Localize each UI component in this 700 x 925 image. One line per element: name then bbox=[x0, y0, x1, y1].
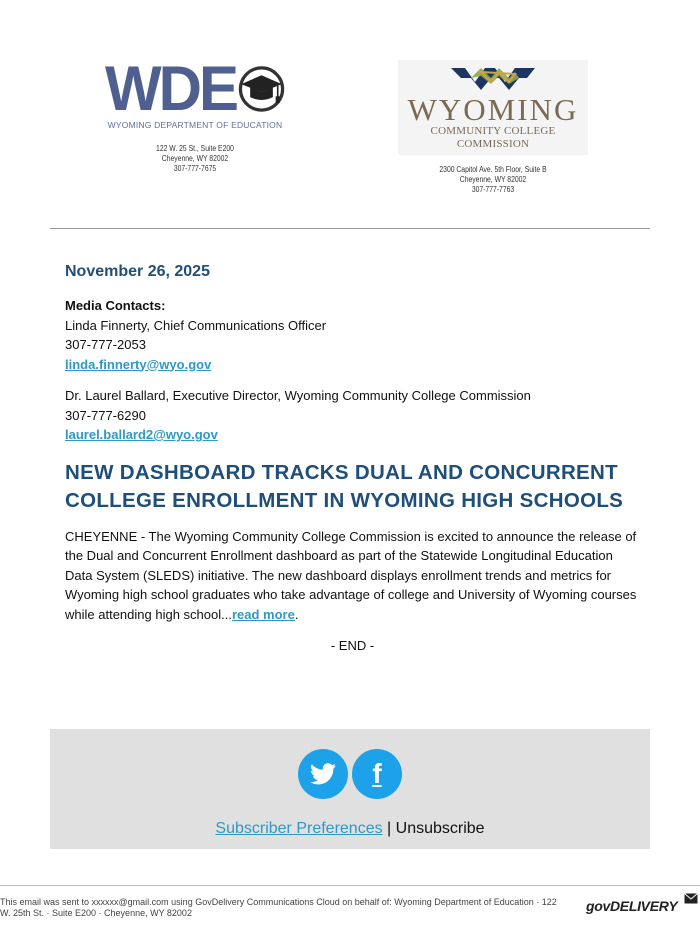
wde-logo-block bbox=[105, 53, 285, 174]
release-headline: NEW DASHBOARD TRACKS DUAL AND CONCURRENT COLLEGE ENROLLMENT IN WYOMING HIGH SCHOOLS bbox=[65, 460, 624, 512]
subscriber-preferences-link[interactable]: Subscriber Preferences bbox=[215, 820, 383, 837]
release-body-text: CHEYENNE - The Wyoming Community College Commission is excited to announce the release of the Dual and Concurrent Enrollment dashboard as part of the Statewide Longitudinal Education Data System (SLEDS) initiative. The new dashboard displays enrollment trends and metrics for Wyoming high school graduates who take advantage of college and University of Wyoming courses while attending high school... bbox=[65, 528, 637, 622]
wde-address-line1: 122 W. 25 St., Suite E200 bbox=[156, 144, 234, 153]
unsubscribe-link[interactable]: Unsubscribe bbox=[395, 820, 485, 837]
footer-divider bbox=[0, 885, 700, 886]
footer-disclaimer: This email was sent to xxxxxx@gmail.com using GovDelivery Communications Cloud on behalf of: Wyoming Department of Education · 122 W. 25th St. · Suite E200 · Cheyenne, WY 82002 bbox=[0, 897, 557, 918]
contact-1-email-link[interactable]: linda.finnerty@wyo.gov bbox=[65, 356, 212, 372]
wde-logo bbox=[105, 53, 285, 124]
release-body bbox=[65, 527, 640, 625]
wccc-name: WYOMING bbox=[407, 92, 579, 127]
wde-subtitle: WYOMING DEPARTMENT OF EDUCATION bbox=[107, 120, 283, 130]
release-end-marker: - END - bbox=[330, 638, 375, 653]
contact-2-email-link[interactable]: laurel.ballard2@wyo.gov bbox=[65, 427, 218, 442]
envelope-icon bbox=[684, 893, 698, 904]
wccc-logo bbox=[398, 60, 588, 155]
wde-address bbox=[119, 144, 272, 174]
press-release bbox=[65, 262, 640, 656]
wccc-address bbox=[412, 165, 574, 195]
wccc-phone: 307-777-7763 bbox=[471, 185, 515, 194]
facebook-icon: f bbox=[372, 758, 382, 789]
twitter-bird-icon bbox=[310, 763, 336, 785]
govdelivery-logo: govDELIVERY bbox=[586, 898, 678, 914]
graduation-cap-icon bbox=[238, 59, 285, 119]
wde-address-line2: Cheyenne, WY 82002 bbox=[161, 154, 229, 163]
contact-1-phone: 307-777-2053 bbox=[65, 337, 146, 352]
wde-logo-text: WDE bbox=[105, 53, 236, 124]
subscription-links bbox=[50, 820, 650, 838]
email-header bbox=[0, 0, 700, 230]
wde-phone: 307-777-7675 bbox=[173, 164, 217, 173]
mountain-emblem-icon bbox=[447, 64, 539, 90]
contact-1-name: Linda Finnerty, Chief Communications Officer bbox=[65, 317, 327, 333]
release-body-period: . bbox=[294, 606, 299, 622]
read-more-link[interactable]: read more bbox=[231, 606, 295, 622]
contact-2-phone: 307-777-6290 bbox=[65, 407, 146, 423]
twitter-button[interactable] bbox=[298, 749, 348, 799]
links-separator: | bbox=[382, 820, 396, 837]
contact-1 bbox=[65, 316, 640, 375]
contact-2-name: Dr. Laurel Ballard, Executive Director, Wyoming Community College Commission bbox=[65, 388, 531, 403]
contacts-label: Media Contacts: bbox=[65, 298, 166, 313]
social-footer bbox=[50, 729, 650, 849]
wccc-address-line2: Cheyenne, WY 82002 bbox=[459, 175, 527, 184]
header-divider bbox=[50, 228, 650, 229]
social-icons bbox=[50, 749, 650, 799]
contact-2 bbox=[65, 386, 640, 445]
wccc-subtitle: COMMUNITY COLLEGE COMMISSION bbox=[430, 125, 556, 150]
wccc-logo-block bbox=[398, 60, 588, 195]
release-date: November 26, 2025 bbox=[65, 263, 210, 280]
facebook-button[interactable] bbox=[352, 749, 402, 799]
wccc-address-line1: 2300 Capitol Ave. 5th Floor, Suite B bbox=[439, 165, 547, 174]
